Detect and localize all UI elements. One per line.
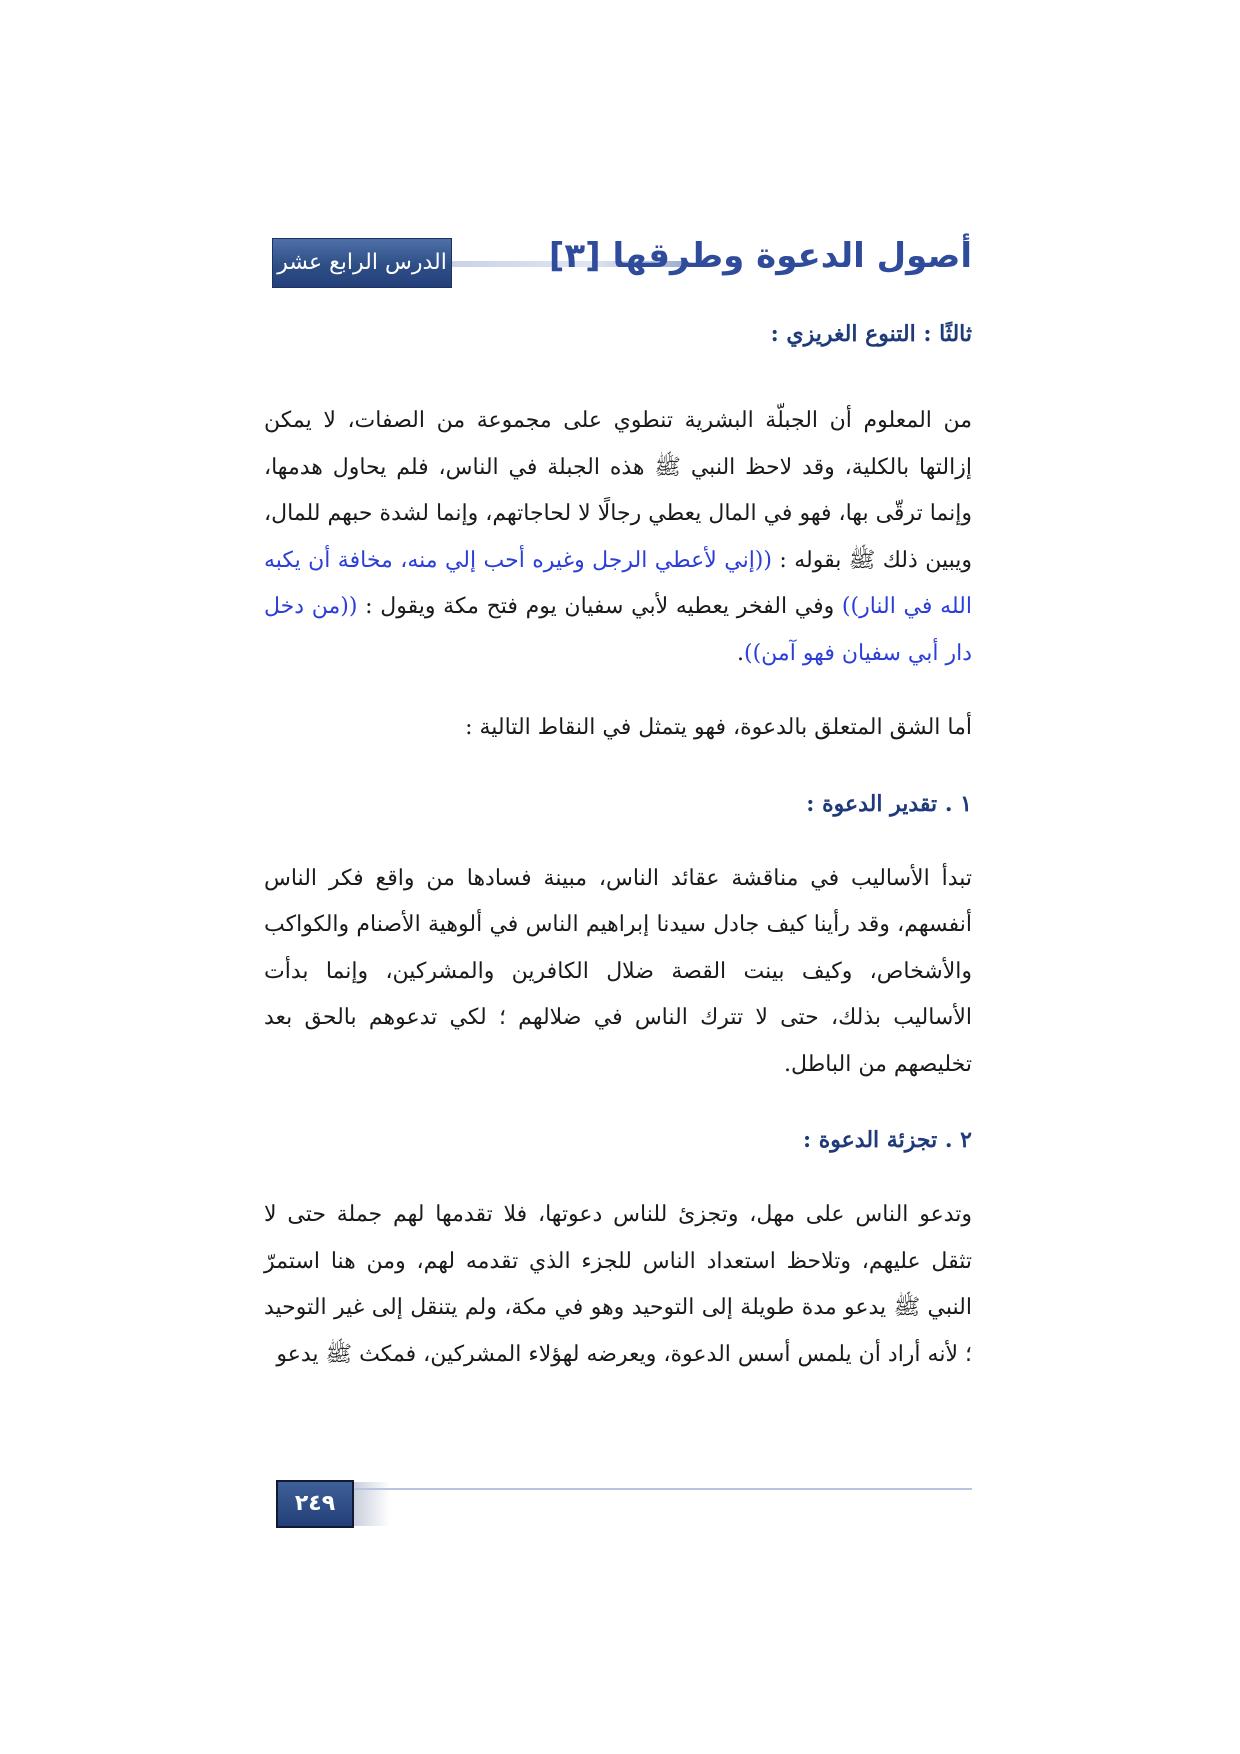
paragraph-text: .	[737, 640, 745, 666]
paragraph-text: من المعلوم أن الجبلّة البشرية تنطوي على مجموعة من الصفات، لا يمكن إزالتها بالكلية، وقد لاحظ النبي ﷺ هذه الجبلة في الناس، فلم يحاول هدمها، وإنما ترقّى بها، فهو في المال يعطي رجالًا لا لحاجاتهم، وإنما لشدة حبهم للمال، ويبين ذلك ﷺ بقوله :	[264, 408, 972, 573]
paragraph-instinct	[264, 398, 972, 677]
page-title: أصول الدعوة وطرقها [٣]	[548, 236, 972, 276]
point-heading-2: ٢ . تجزئة الدعوة :	[802, 1127, 972, 1153]
page-content	[264, 310, 972, 1378]
hadith-quote: ((إني لأعطي الرجل وغيره أحب إلي منه، مخافة أن يكبه الله في النار))	[264, 547, 972, 619]
point-text-1: تبدأ الأساليب في مناقشة عقائد الناس، مبينة فسادها من واقع فكر الناس أنفسهم، وقد رأينا كيف جادل سيدنا إبراهيم الناس في ألوهية الأصنام والكواكب والأشخاص، وكيف بينت القصة ضلال الكافرين والمشركين، وإنما بدأت الأساليب بذلك، حتى لا تترك الناس في ضلالهم ؛ لكي تدعوهم بالحق بعد تخليصهم من الباطل.	[264, 865, 973, 1077]
section-heading: ثالثًا : التنوع الغريزي :	[770, 321, 972, 347]
hadith-quote: ((من دخل دار أبي سفيان فهو آمن))	[264, 594, 972, 666]
footer-divider	[354, 1488, 972, 1490]
paragraph-text: وفي الفخر يعطيه لأبي سفيان يوم فتح مكة ويقول :	[357, 594, 842, 619]
lesson-badge: الدرس الرابع عشر	[272, 238, 452, 288]
point-heading-1: ١ . تقدير الدعوة :	[806, 790, 972, 817]
page-number: ٢٤٩	[276, 1480, 354, 1528]
page-footer	[276, 1480, 972, 1528]
paragraph-intro-points: أما الشق المتعلق بالدعوة، فهو يتمثل في النقاط التالية :	[465, 715, 972, 740]
point-text-2: وتدعو الناس على مهل، وتجزئ للناس دعوتها، فلا تقدمها لهم جملة حتى لا تثقل عليهم، وتلاحظ استعداد الناس للجزء الذي تقدمه لهم، ومن هنا استمرّ النبي ﷺ يدعو مدة طويلة إلى التوحيد وهو في مكة، ولم يتنقل إلى غير التوحيد ؛ لأنه أراد أن يلمس أسس الدعوة، ويعرضه لهؤلاء المشركين، فمكث ﷺ يدعو	[264, 1202, 972, 1367]
page-header	[272, 238, 972, 288]
